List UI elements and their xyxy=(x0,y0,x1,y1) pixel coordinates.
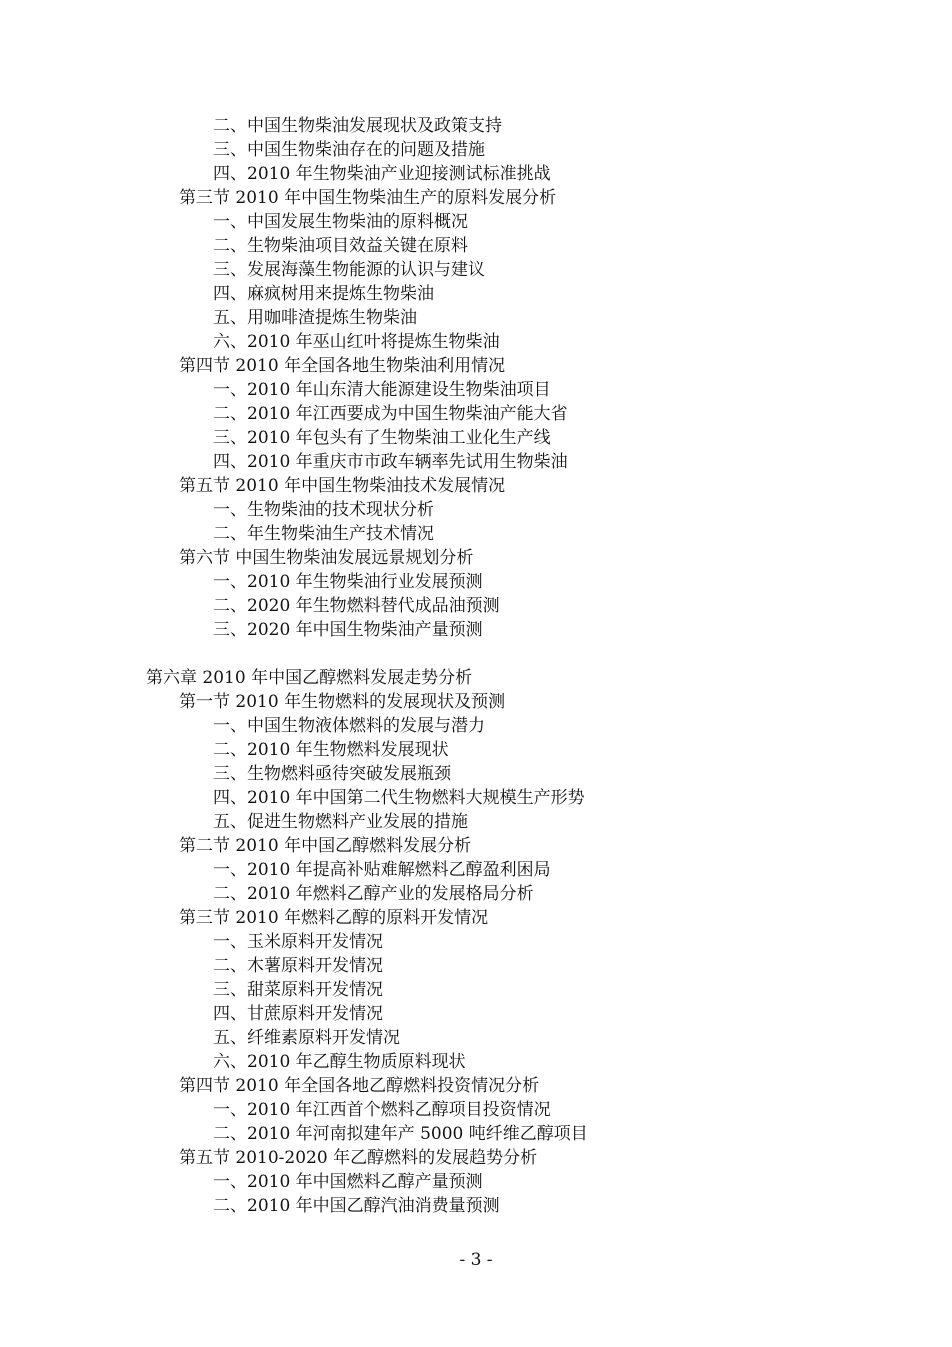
toc-item: 一、2010 年提高补贴难解燃料乙醇盈利困局 xyxy=(213,860,551,880)
toc-item: 三、中国生物柴油存在的问题及措施 xyxy=(213,140,485,160)
toc-item: 三、甜菜原料开发情况 xyxy=(213,980,383,1000)
toc-section: 第六节 中国生物柴油发展远景规划分析 xyxy=(179,548,474,568)
toc-item: 二、2010 年燃料乙醇产业的发展格局分析 xyxy=(213,884,534,904)
toc-section: 第二节 2010 年中国乙醇燃料发展分析 xyxy=(179,836,472,856)
toc-section: 第四节 2010 年全国各地生物柴油利用情况 xyxy=(179,356,506,376)
toc-item: 一、2010 年江西首个燃料乙醇项目投资情况 xyxy=(213,1100,551,1120)
toc-item: 三、2020 年中国生物柴油产量预测 xyxy=(213,620,483,640)
toc-item: 三、生物燃料亟待突破发展瓶颈 xyxy=(213,764,451,784)
toc-section: 第三节 2010 年燃料乙醇的原料开发情况 xyxy=(179,908,489,928)
toc-item: 三、发展海藻生物能源的认识与建议 xyxy=(213,260,485,280)
toc-item: 一、生物柴油的技术现状分析 xyxy=(213,500,434,520)
toc-item: 二、2010 年江西要成为中国生物柴油产能大省 xyxy=(213,404,568,424)
toc-item: 二、年生物柴油生产技术情况 xyxy=(213,524,434,544)
toc-item: 二、2010 年中国乙醇汽油消费量预测 xyxy=(213,1196,500,1216)
toc-section: 第三节 2010 年中国生物柴油生产的原料发展分析 xyxy=(179,188,557,208)
toc-item: 二、2010 年河南拟建年产 5000 吨纤维乙醇项目 xyxy=(213,1124,588,1144)
toc-item: 一、玉米原料开发情况 xyxy=(213,932,383,952)
toc-item: 三、2010 年包头有了生物柴油工业化生产线 xyxy=(213,428,551,448)
toc-section: 第四节 2010 年全国各地乙醇燃料投资情况分析 xyxy=(179,1076,540,1096)
toc-item: 四、麻疯树用来提炼生物柴油 xyxy=(213,284,434,304)
toc-item: 一、中国生物液体燃料的发展与潜力 xyxy=(213,716,485,736)
toc-item: 一、2010 年山东清大能源建设生物柴油项目 xyxy=(213,380,551,400)
table-of-contents xyxy=(0,114,952,1218)
toc-item: 五、促进生物燃料产业发展的措施 xyxy=(213,812,468,832)
toc-item: 四、2010 年生物柴油产业迎接测试标准挑战 xyxy=(213,164,551,184)
toc-section: 第五节 2010-2020 年乙醇燃料的发展趋势分析 xyxy=(179,1148,538,1168)
toc-spacer xyxy=(0,642,952,666)
toc-chapter: 第六章 2010 年中国乙醇燃料发展走势分析 xyxy=(146,668,473,688)
page-number: - 3 - xyxy=(459,1250,493,1270)
toc-item: 二、2010 年生物燃料发展现状 xyxy=(213,740,449,760)
toc-item: 六、2010 年乙醇生物质原料现状 xyxy=(213,1052,466,1072)
toc-item: 五、纤维素原料开发情况 xyxy=(213,1028,400,1048)
toc-item: 五、用咖啡渣提炼生物柴油 xyxy=(213,308,417,328)
toc-item: 六、2010 年巫山红叶将提炼生物柴油 xyxy=(213,332,500,352)
toc-item: 四、甘蔗原料开发情况 xyxy=(213,1004,383,1024)
toc-item: 一、2010 年生物柴油行业发展预测 xyxy=(213,572,483,592)
toc-item: 四、2010 年重庆市市政车辆率先试用生物柴油 xyxy=(213,452,568,472)
toc-item: 一、中国发展生物柴油的原料概况 xyxy=(213,212,468,232)
toc-item: 二、2020 年生物燃料替代成品油预测 xyxy=(213,596,500,616)
toc-item: 一、2010 年中国燃料乙醇产量预测 xyxy=(213,1172,483,1192)
toc-item: 二、生物柴油项目效益关键在原料 xyxy=(213,236,468,256)
toc-section: 第五节 2010 年中国生物柴油技术发展情况 xyxy=(179,476,506,496)
toc-section: 第一节 2010 年生物燃料的发展现状及预测 xyxy=(179,692,506,712)
toc-item: 二、木薯原料开发情况 xyxy=(213,956,383,976)
toc-item: 二、中国生物柴油发展现状及政策支持 xyxy=(213,116,502,136)
toc-item: 四、2010 年中国第二代生物燃料大规模生产形势 xyxy=(213,788,585,808)
